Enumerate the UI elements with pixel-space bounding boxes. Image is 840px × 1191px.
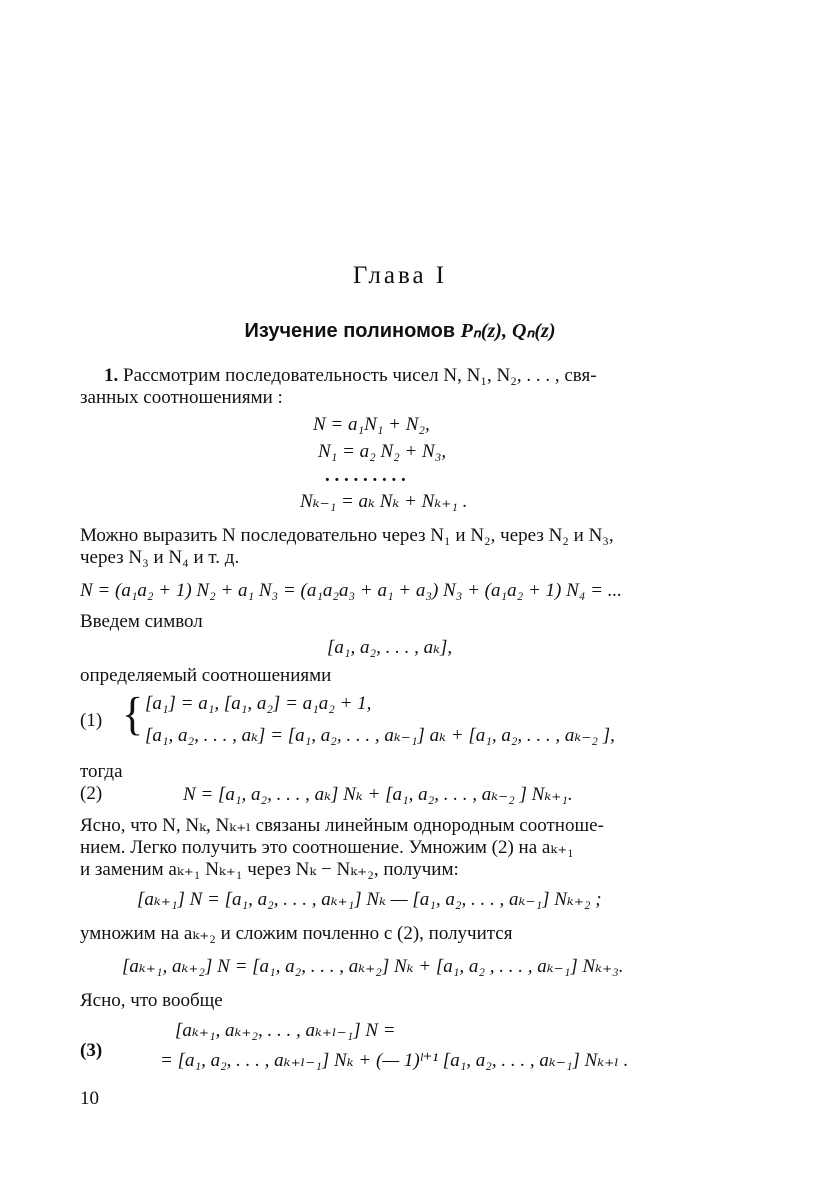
equation-2-label: (2) bbox=[80, 783, 103, 804]
equation-n: N = a₁N₁ + N₂, bbox=[313, 414, 430, 435]
section-title bbox=[0, 318, 800, 343]
equation-expansion: N = (a₁a₂ + 1) N₂ + a₁ N₃ = (a₁a₂a₃ + a₁ + a₃) N₃ + (a₁a₂ + 1) N₄ = ... bbox=[80, 580, 622, 601]
paragraph-5: Ясно, что вообще bbox=[80, 990, 223, 1011]
equation-e: [aₖ₊₁, aₖ₊₂] N = [a₁, a₂, . . . , aₖ₊₂] Nₖ + [a₁, a₂ , . . . , aₖ₋₁] Nₖ₊₃. bbox=[122, 956, 624, 977]
equation-dots: . . . . . . . . . bbox=[325, 465, 406, 486]
paragraph-number: 1. bbox=[104, 365, 119, 386]
equation-nk: Nₖ₋₁ = aₖ Nₖ + Nₖ₊₁ . bbox=[300, 491, 468, 512]
paragraph-4: умножим на aₖ₊₂ и сложим почленно с (2), получится bbox=[80, 923, 513, 944]
then-text: тогда bbox=[80, 761, 123, 782]
intro-symbol: Введем символ bbox=[80, 611, 203, 632]
chapter-heading: Глава I bbox=[352, 262, 448, 289]
equation-2: N = [a₁, a₂, . . . , aₖ] Nₖ + [a₁, a₂, . . . , aₖ₋₂ ] Nₖ₊₁. bbox=[183, 784, 573, 805]
page-number: 10 bbox=[80, 1088, 99, 1109]
symbol-definition: [a₁, a₂, . . . , aₖ], bbox=[327, 637, 453, 658]
paragraph-3-line-2: нием. Легко получить это соотношение. Умножим (2) на aₖ₊₁ bbox=[80, 837, 574, 858]
section-title-math: Pₙ(z), Qₙ(z) bbox=[460, 320, 556, 342]
paragraph-1-line-2: занных соотношениями : bbox=[80, 387, 283, 408]
equation-3-line-2: = [a₁, a₂, . . . , aₖ₊ₗ₋₁] Nₖ + (— 1)ˡ⁺¹ [a₁, a₂, . . . , aₖ₋₁] Nₖ₊ₗ . bbox=[160, 1050, 629, 1071]
equation-d: [aₖ₊₁] N = [a₁, a₂, . . . , aₖ₊₁] Nₖ — [a₁, a₂, . . . , aₖ₋₁] Nₖ₊₂ ; bbox=[137, 889, 602, 910]
paragraph-3-line-3: и заменим aₖ₊₁ Nₖ₊₁ через Nₖ − Nₖ₊₂, получим: bbox=[80, 859, 459, 880]
paragraph-3-line-1: Ясно, что N, Nₖ, Nₖ₊ₗ связаны линейным однородным соотноше- bbox=[80, 815, 604, 836]
paragraph-2-line-2: через N₃ и N₄ и т. д. bbox=[80, 547, 240, 568]
left-brace-icon: { bbox=[122, 688, 144, 741]
paragraph-2-line-1: Можно выразить N последовательно через N₁ и N₂, через N₂ и N₃, bbox=[80, 525, 614, 546]
equation-n1: N₁ = a₂ N₂ + N₃, bbox=[318, 441, 447, 462]
paragraph-1-line-1 bbox=[104, 365, 597, 387]
paragraph-1-text: Рассмотрим последовательность чисел N, N₁, N₂, . . . , свя- bbox=[123, 365, 597, 386]
equation-1-line-2: [a₁, a₂, . . . , aₖ] = [a₁, a₂, . . . , aₖ₋₁] aₖ + [a₁, a₂, . . . , aₖ₋₂ ], bbox=[145, 725, 615, 746]
equation-3-line-1: [aₖ₊₁, aₖ₊₂, . . . , aₖ₊ₗ₋₁] N = bbox=[175, 1020, 396, 1041]
equation-1-line-1: [a₁] = a₁, [a₁, a₂] = a₁a₂ + 1, bbox=[145, 693, 372, 714]
equation-3-label: (3) bbox=[80, 1040, 103, 1061]
section-title-text: Изучение полиномов bbox=[244, 320, 456, 342]
equation-1-label: (1) bbox=[80, 710, 103, 731]
defined-by-text: определяемый соотношениями bbox=[80, 665, 332, 686]
